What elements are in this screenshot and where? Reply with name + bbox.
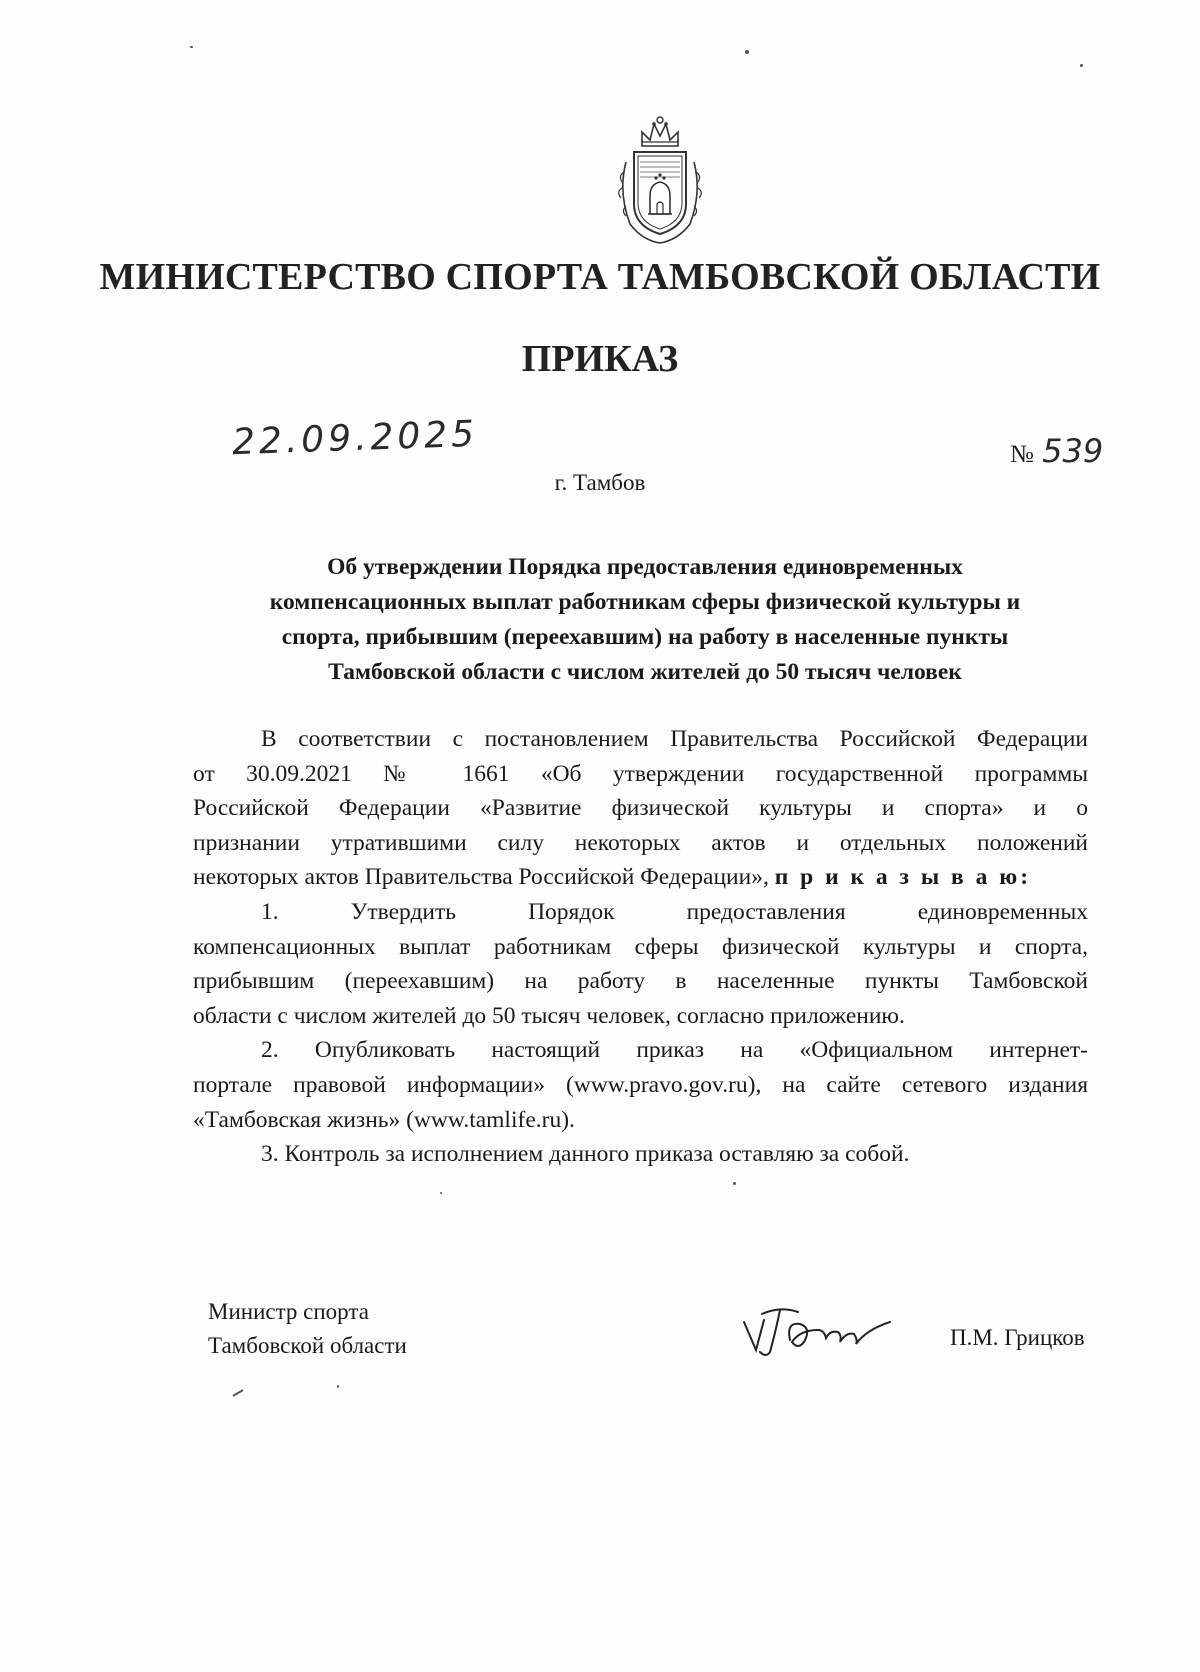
item-1-line: области с числом жителей до 50 тысяч человек, согласно приложению. (193, 1002, 905, 1029)
order-number-field (1010, 432, 1103, 470)
signer-title (208, 1295, 407, 1363)
subject-line: компенсационных выплат работникам сферы физической культуры и (269, 589, 1021, 615)
city-line: г. Тамбов (554, 470, 646, 495)
tambov-coat-of-arms-emblem (612, 112, 708, 247)
document-type-heading: ПРИКАЗ (521, 338, 679, 380)
scan-speck (337, 1385, 339, 1388)
subject-line: Тамбовской области с числом жителей до 50 тысяч человек (328, 659, 962, 685)
scan-speck (745, 50, 749, 54)
preamble-line: от 30.09.2021 № 1661 «Об утверждении государственной программы (193, 760, 1088, 787)
scan-speck (733, 1182, 736, 1185)
item-1-line: 1. Утвердить Порядок предоставления единовременных (261, 898, 1088, 925)
scan-speck (440, 1192, 442, 1194)
scan-speck (1080, 64, 1083, 67)
item-2-line: портале правовой информации» (www.pravo.gov.ru), на сайте сетевого издания (193, 1071, 1088, 1098)
preamble-line: признании утратившими силу некоторых актов и отдельных положений (193, 829, 1088, 856)
order-subject (210, 550, 1080, 690)
item-1-line: прибывшим (переехавшим) на работу в населенные пункты Тамбовской (193, 968, 1088, 995)
handwritten-signature (740, 1300, 900, 1360)
order-directive-word: п р и к а з ы в а ю: (774, 864, 1032, 891)
preamble-line: В соответствии с постановлением Правительства Российской Федерации (261, 726, 1088, 752)
item-2-line: «Тамбовская жизнь» (www.tamlife.ru). (193, 1106, 575, 1133)
order-body (193, 722, 1088, 1172)
signer-title-line: Тамбовской области (208, 1333, 407, 1358)
item-2-line: 2. Опубликовать настоящий приказ на «Официальном интернет- (261, 1037, 1088, 1064)
signer-title-line: Министр спорта (208, 1299, 369, 1324)
item-1-line: компенсационных выплат работникам сферы физической культуры и спорта, (193, 933, 1088, 960)
preamble-line: Российской Федерации «Развитие физической культуры и спорта» и о (193, 795, 1088, 822)
preamble-last-line (193, 860, 1088, 895)
order-number: 539 (1042, 432, 1104, 470)
preamble-last-text: некоторых актов Правительства Российской Федерации», (193, 864, 775, 891)
subject-line: спорта, прибывшим (переехавшим) на работу в населенные пункты (281, 624, 1009, 650)
order-date: 22.09.2025 (231, 413, 479, 464)
scan-speck (190, 46, 193, 48)
ministry-heading: МИНИСТЕРСТВО СПОРТА ТАМБОВСКОЙ ОБЛАСТИ (99, 256, 1101, 298)
number-sign: № (1010, 441, 1034, 468)
item-3-line: 3. Контроль за исполнением данного приказа оставляю за собой. (261, 1141, 910, 1168)
scan-speck (232, 1389, 243, 1397)
signer-name: П.М. Грицков (950, 1325, 1085, 1350)
subject-line: Об утверждении Порядка предоставления единовременных (327, 554, 963, 580)
